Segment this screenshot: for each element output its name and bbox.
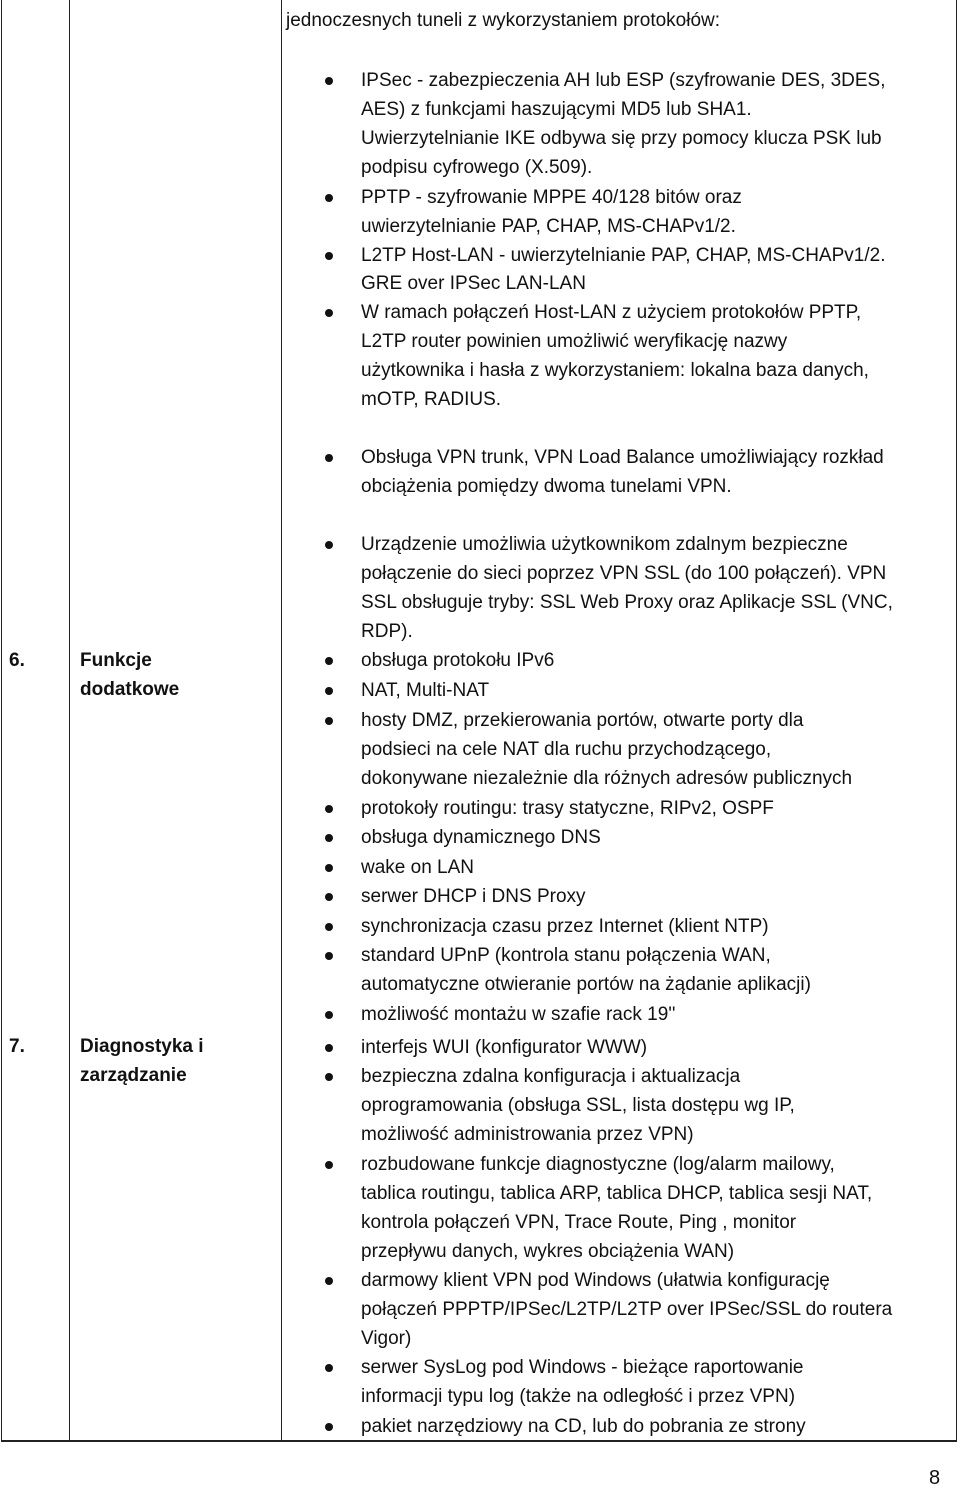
bullet-icon [325,541,333,549]
bullet-icon [325,923,333,931]
bullet-icon [325,194,333,202]
list-item-text: serwer DHCP i DNS Proxy [361,886,586,907]
list-item-text: podsieci na cele NAT dla ruchu przychodzącego, [361,739,772,760]
list-item-text: przepływu danych, wykres obciążenia WAN) [361,1241,735,1262]
bullet-icon [325,77,333,85]
bullet-icon [325,805,333,813]
list-item-text: informacji typu log (także na odległość i przez VPN) [361,1386,796,1407]
bullet-icon [325,1073,333,1081]
bullet-icon [325,1423,333,1431]
bullet-icon [325,309,333,317]
page-number: 8 [929,1467,941,1489]
list-item-text: automatyczne otwieranie portów na żądanie aplikacji) [361,974,811,995]
bullet-icon [325,1161,333,1169]
list-item-text: podpisu cyfrowego (X.509). [361,157,593,178]
list-item-text: możliwość montażu w szafie rack 19'' [361,1004,676,1025]
list-item-text: wake on LAN [361,857,475,878]
list-item-text: L2TP router powinien umożliwić weryfikację nazwy [361,331,788,352]
list-item-text: Uwierzytelnianie IKE odbywa się przy pomocy klucza PSK lub [361,128,882,149]
table-divider-number [69,0,70,1440]
bullet-icon [325,1277,333,1285]
row-7-title-line: zarządzanie [80,1065,187,1086]
list-item-text: hosty DMZ, przekierowania portów, otwarte porty dla [361,710,804,731]
list-item-text: uwierzytelnianie PAP, CHAP, MS-CHAPv1/2. [361,216,736,237]
bullet-icon [325,454,333,462]
list-item-text: obciążenia pomiędzy dwoma tunelami VPN. [361,476,732,497]
row-6-title-line: Funkcje [80,650,152,671]
bullet-icon [325,952,333,960]
row-6-title-line: dodatkowe [80,679,180,700]
list-item-text: połączeń PPPTP/IPSec/L2TP/L2TP over IPSec/SSL do routera [361,1299,893,1320]
list-item-text: Vigor) [361,1328,412,1349]
list-item-text: NAT, Multi-NAT [361,680,490,701]
row-6-number: 6. [9,650,25,671]
table-border-right [956,0,957,1440]
list-item-text: SSL obsługuje tryby: SSL Web Proxy oraz Aplikacje SSL (VNC, [361,592,893,613]
list-item-text: możliwość administrowania przez VPN) [361,1124,694,1145]
list-item-text: tablica routingu, tablica ARP, tablica DHCP, tablica sesji NAT, [361,1183,873,1204]
bullet-icon [325,252,333,260]
list-item-text: darmowy klient VPN pod Windows (ułatwia konfigurację [361,1270,830,1291]
list-item-text: PPTP - szyfrowanie MPPE 40/128 bitów oraz [361,187,742,208]
list-item-text: Urządzenie umożliwia użytkownikom zdalnym bezpieczne [361,534,848,555]
row-7-number: 7. [9,1036,25,1057]
list-item-text: interfejs WUI (konfigurator WWW) [361,1037,648,1058]
list-item-text: użytkownika i hasła z wykorzystaniem: lokalna baza danych, [361,360,869,381]
bullet-icon [325,657,333,665]
list-item-text: AES) z funkcjami haszującymi MD5 lub SHA1. [361,99,752,120]
list-item-text: dokonywane niezależnie dla różnych adresów publicznych [361,768,853,789]
list-item-text: RDP). [361,621,413,642]
list-item-text: GRE over IPSec LAN-LAN [361,273,586,294]
list-item-text: L2TP Host-LAN - uwierzytelnianie PAP, CHAP, MS-CHAPv1/2. [361,245,886,266]
bullet-icon [325,893,333,901]
list-item-text: połączenie do sieci poprzez VPN SSL (do 100 połączeń). VPN [361,563,887,584]
list-item-text: obsługa dynamicznego DNS [361,827,601,848]
list-item-text: serwer SysLog pod Windows - bieżące raportowanie [361,1357,804,1378]
list-item-text: rozbudowane funkcje diagnostyczne (log/alarm mailowy, [361,1154,835,1175]
list-item-text: IPSec - zabezpieczenia AH lub ESP (szyfrowanie DES, 3DES, [361,70,886,91]
list-item-text: standard UPnP (kontrola stanu połączenia WAN, [361,945,771,966]
bullet-icon [325,1364,333,1372]
list-item-text: bezpieczna zdalna konfiguracja i aktualizacja [361,1066,741,1087]
list-item-text: protokoły routingu: trasy statyczne, RIPv2, OSPF [361,798,774,819]
list-item-text: kontrola połączeń VPN, Trace Route, Ping , monitor [361,1212,797,1233]
list-item-text: obsługa protokołu IPv6 [361,650,555,671]
table-border-left [1,0,2,1440]
list-item-text: Obsługa VPN trunk, VPN Load Balance umożliwiający rozkład [361,447,884,468]
bullet-icon [325,687,333,695]
list-item-text: W ramach połączeń Host-LAN z użyciem protokołów PPTP, [361,302,862,323]
list-item-text: pakiet narzędziowy na CD, lub do pobrania ze strony [361,1416,806,1437]
list-item-text: oprogramowania (obsługa SSL, lista dostępu wg IP, [361,1095,795,1116]
bullet-icon [325,864,333,872]
list-item-text: mOTP, RADIUS. [361,389,502,410]
bullet-icon [325,717,333,725]
bullet-icon [325,1044,333,1052]
row-7-title-line: Diagnostyka i [80,1036,204,1057]
bullet-icon [325,834,333,842]
list-item-text: synchronizacja czasu przez Internet (klient NTP) [361,916,769,937]
intro-text: jednoczesnych tuneli z wykorzystaniem protokołów: [286,10,721,31]
bullet-icon [325,1011,333,1019]
table-divider-title [281,0,282,1440]
